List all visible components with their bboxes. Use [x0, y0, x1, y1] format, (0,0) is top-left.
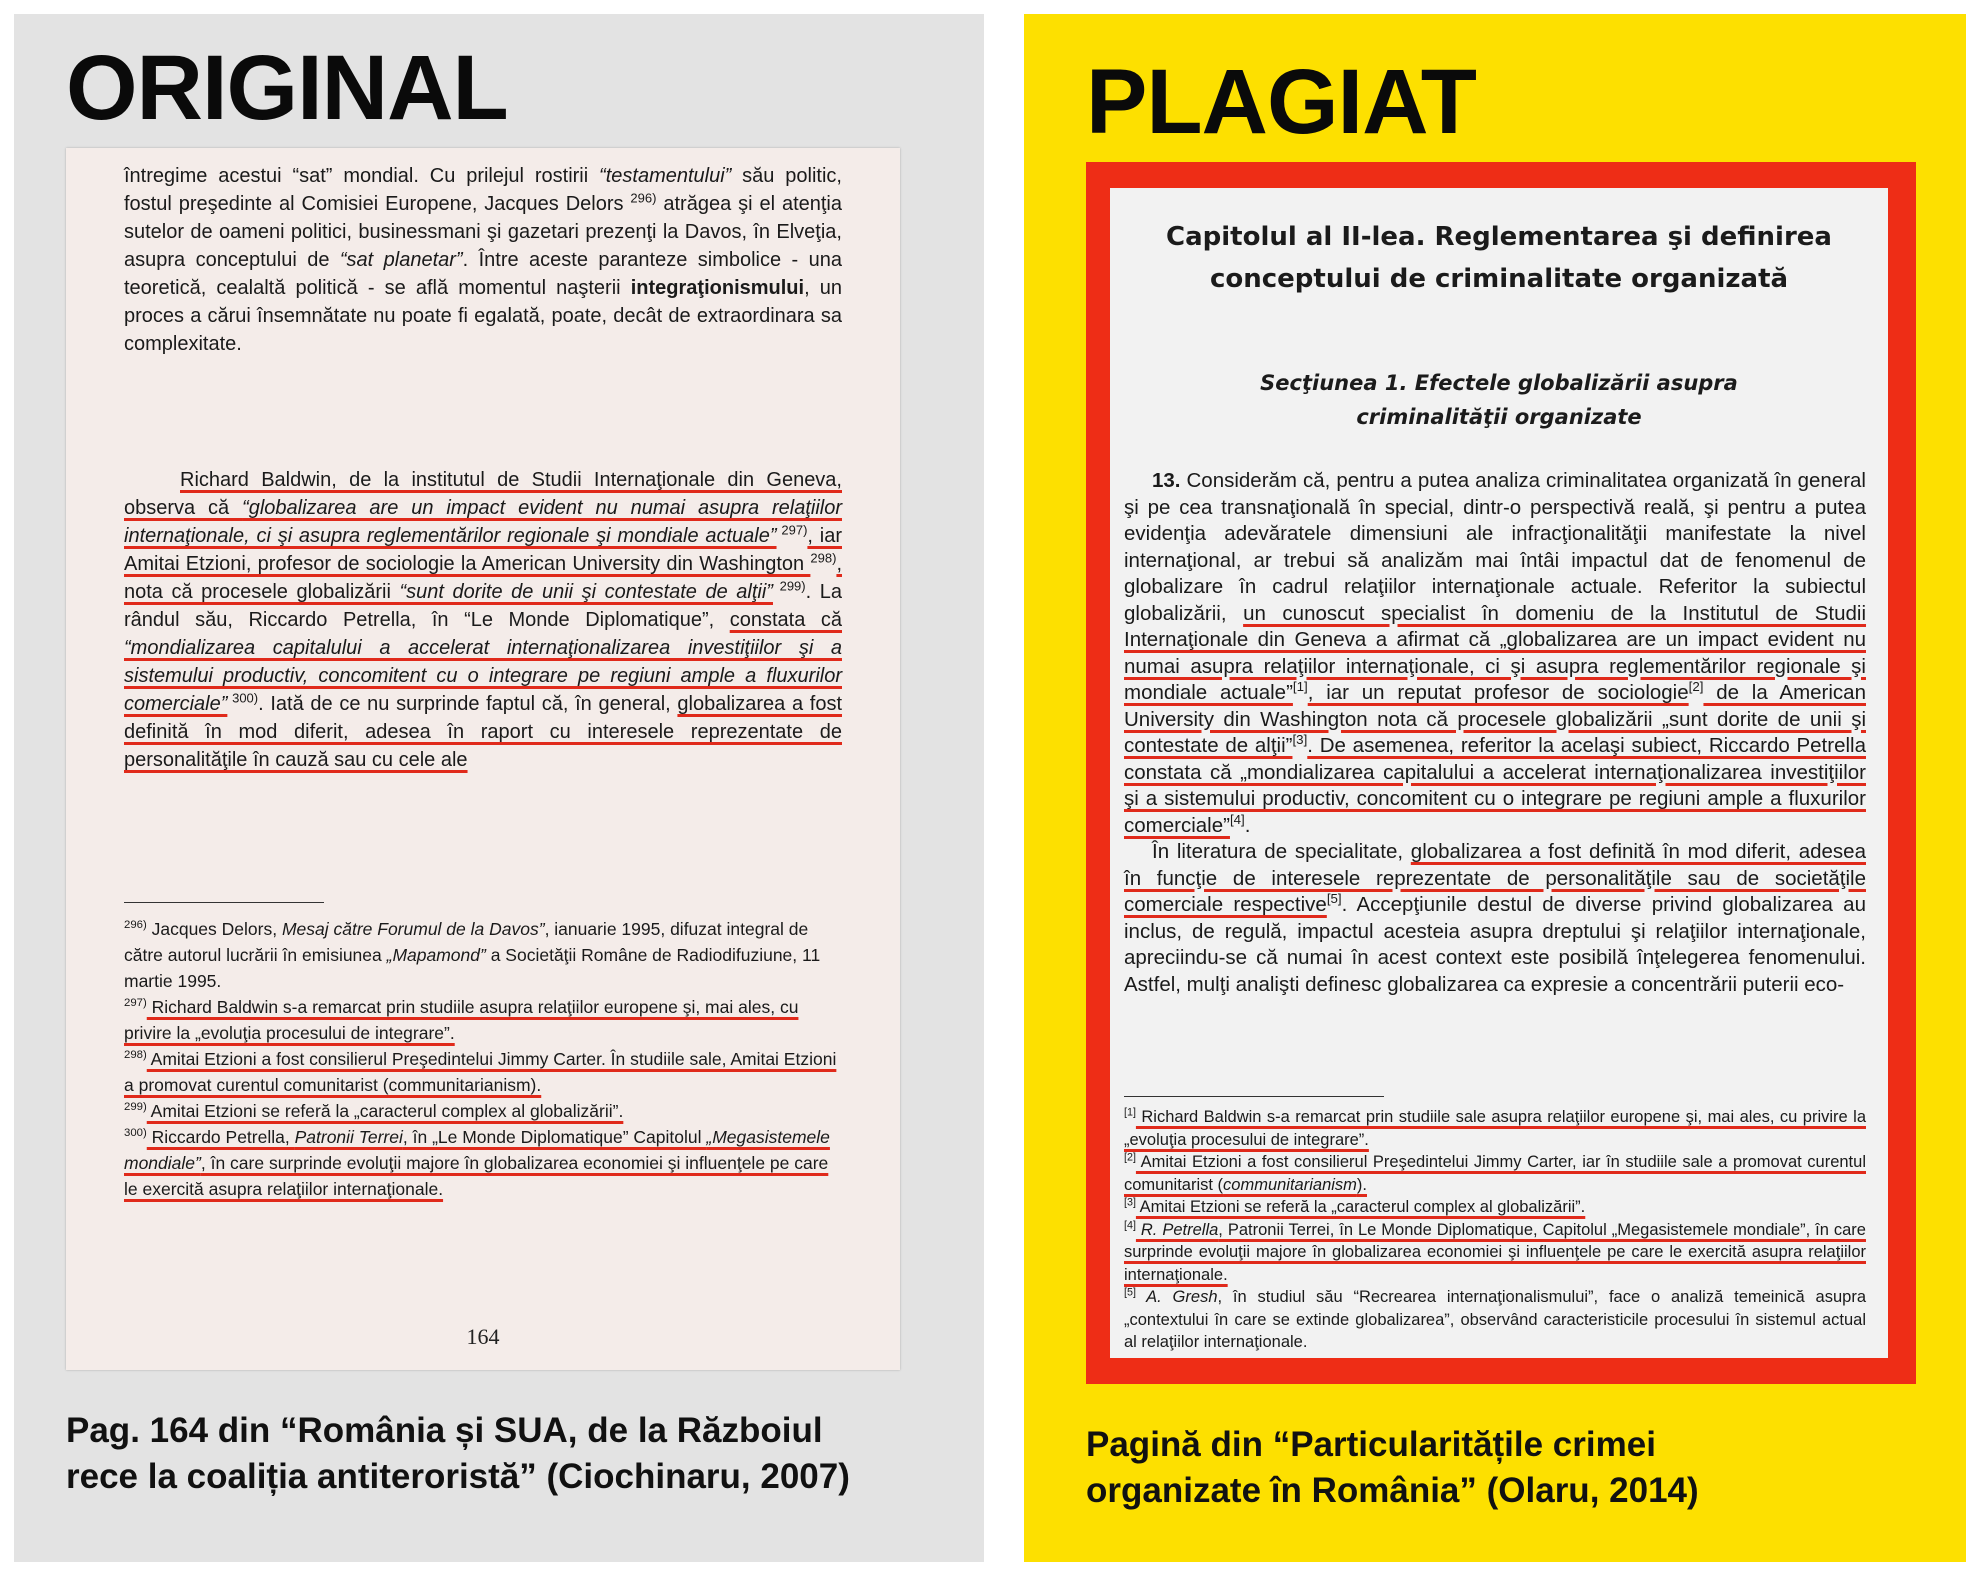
page-number: 164 [466, 1324, 500, 1349]
highlight: “sunt dorite de unii şi contestate de alţii” [399, 581, 773, 603]
original-heading: ORIGINAL [66, 37, 508, 139]
highlight: globalizarea a fost definită în mod diferit, adesea în funcţie de interesele reprezentate de personalităţile sau de societăţile comerciale respective [1124, 840, 1866, 916]
footnote-5 [1124, 1286, 1866, 1354]
footnote-marker: [1] [1124, 1106, 1136, 1119]
italic-text: A. Gresh [1135, 1288, 1218, 1306]
text-run: , în studiul său “Recrearea internaţionalismului”, face o analiză temeinică asupra „contextului în care se extinde globalizarea”, observând caracteristicile procesului în sistemul actual al relaţiilor internaţionale. [1124, 1288, 1867, 1351]
footnote-marker: [2] [1124, 1151, 1136, 1164]
text-run: . Accepţiunile destul de diverse privind globalizarea au inclus, de regulă, impactul acesteia asupra dreptului şi relaţiilor internaţionale, apreciindu-se că numai în acest context este posibilă înţelegerea fenomenului. Astfel, mulţi analişti definesc globalizarea ca expresie a concentrării puterii eco- [1124, 893, 1866, 996]
footnote-marker: 297) [124, 997, 147, 1010]
plagiat-heading: PLAGIAT [1086, 51, 1476, 153]
text-run: , ianuarie 1995, difuzat integral de către autorul lucrării în emisiunea [124, 919, 809, 965]
text-run: Pag. 164 din “România și SUA, de la Războiul [66, 1411, 823, 1450]
footnote-marker: 296) [630, 190, 657, 206]
footnote-marker: [5] [1326, 891, 1342, 907]
original-paragraph-2 [124, 466, 842, 774]
plagiat-paragraph-13 [1124, 468, 1866, 839]
highlight: globalizarea a fost definită în mod diferit, adesea în raport cu interesele reprezentate de personalităţile în cauză sau cu cele ale [124, 693, 842, 771]
footnote-4 [1124, 1219, 1866, 1287]
footnote-marker: [1] [1292, 679, 1308, 695]
footnote-297 [124, 994, 842, 1046]
footnote-298 [124, 1046, 842, 1098]
italic-text: „Mapamond” [386, 945, 486, 965]
text-run: Secţiunea 1. Efectele globalizării asupra [1260, 371, 1738, 395]
text-run: , în „Le Monde Diplomatique” Capitolul [402, 1127, 707, 1147]
highlight: . De asemenea, referitor la acelaşi subiect, Riccardo Petrella constata că „mondializarea capitalului a accelerat internaţionalizarea investiţiilor şi a sistemului productiv, concomitent cu o integrare pe regiuni ample a fluxurilor comerciale” [1124, 734, 1866, 837]
text-run: întregime acestui “sat” mondial. Cu prilejul rostirii [124, 165, 600, 187]
footnote-marker: 297) [776, 522, 808, 538]
bold-text: 13. [1152, 469, 1181, 492]
footnote-2 [1124, 1151, 1866, 1196]
highlight: Richard Baldwin, de la institutul de Studii Internaţionale din Geneva, observa că [124, 469, 842, 519]
footnote-marker: 298) [124, 1049, 147, 1062]
original-page-scan [66, 148, 900, 1370]
footnote-marker: 300) [124, 1127, 147, 1140]
footnote-marker: 300) [227, 690, 259, 706]
text-run: , în care surprinde evoluţii majore în globalizarea economiei şi influenţele pe care le exercită asupra relaţiilor internaţionale. [124, 1153, 829, 1199]
footnote-divider [1124, 1096, 1384, 1097]
italic-text: “sat planetar” [339, 249, 463, 271]
text-run: a Societăţii Române de Radiodifuziune, 11 martie 1995. [124, 945, 821, 991]
plagiat-page-scan [1110, 188, 1888, 1358]
plagiat-caption [1086, 1422, 1946, 1514]
text-run: Considerăm că, pentru a putea analiza criminalitatea organizată în general şi pe cea transnaţională în special, dintr-o perspectivă reală, şi pentru a putea evidenţia adevăratele dimensiuni ale infracţionalităţii manifestate la nivel internaţional, ar trebui să analizăm mai întâi impactul dat de fenomenul de globalizare în cadrul relaţiilor internaţionale actuale. Referitor la subiectul globalizării, [1124, 469, 1866, 625]
original-paragraph-1 [124, 162, 842, 358]
text-run: său politic, fostul preşedinte al Comisiei Europene, Jacques Delors [124, 165, 842, 215]
text-run: Amitai Etzioni a fost consilierul Preşedintelui Jimmy Carter, iar în studiile sale a promovat curentul comunitarist ( [1124, 1153, 1866, 1194]
original-caption [66, 1408, 946, 1500]
text-run: atrăgea şi el atenţia sutelor de oameni politici, businessmani şi gazetari prezenţi la Davos, în Elveţia, asupra conceptului de [124, 193, 842, 271]
text-run: ). [1356, 1175, 1367, 1194]
text-run: Capitolul al II-lea. Reglementarea şi definirea [1166, 222, 1832, 252]
footnote-1 [1124, 1106, 1866, 1151]
text-run: Riccardo Petrella, [146, 1127, 295, 1147]
text-run: , un proces a cărui însemnătate nu poate fi egalată, poate, decât de extraordinara sa complexitate. [124, 277, 842, 355]
footnote-marker: [5] [1124, 1286, 1136, 1299]
italic-text: Mesaj către Forumul de la Davos” [281, 919, 545, 939]
highlight: “mondializarea capitalului a accelerat internaţionalizarea investiţiilor şi a sistemului productiv, concomitent cu o integrare pe regiuni ample a fluxurilor comerciale” [124, 637, 842, 715]
footnote-300 [124, 1124, 842, 1202]
footnote-3 [1124, 1196, 1866, 1219]
text-run: Jacques Delors, [146, 919, 282, 939]
text-run: rece la coaliția antiteroristă” (Ciochinaru, 2007) [66, 1457, 850, 1496]
plagiat-paragraph-2 [1124, 839, 1866, 998]
highlight: un cunoscut specialist în domeniu de la Institutul de Studii Internaţionale din Geneva a afirmat că „globalizarea are un impact evident nu numai asupra relaţiilor internaţionale, ci şi asupra reglementărilor regionale şi mondiale actuale” [1124, 601, 1867, 704]
text-run: În literatura de specialitate, [1152, 840, 1411, 863]
text-run: Amitai Etzioni se referă la „caracterul complex al globalizării”. [146, 1101, 624, 1121]
text-run: . Iată de ce nu surprinde faptul că, în general, [258, 693, 678, 715]
italic-text: Patronii Terrei [294, 1127, 403, 1147]
text-run: conceptului de criminalitate organizată [1209, 264, 1789, 294]
footnote-marker: 299) [124, 1101, 147, 1114]
bold-text: integraţionismului [630, 277, 805, 299]
highlight: , nota că procesele globalizării [124, 553, 842, 603]
chapter-title [1110, 216, 1888, 300]
footnote-marker: [2] [1688, 679, 1704, 695]
highlight: de la American University din Washington nota că procesele globalizării „sunt dorite de unii şi contestate de alţii” [1124, 681, 1866, 757]
footnote-299 [124, 1098, 842, 1124]
section-title [1110, 366, 1888, 434]
plagiat-panel [1024, 14, 1966, 1562]
italic-text: „Megasistemele mondiale” [124, 1127, 830, 1173]
footnote-marker: [4] [1124, 1219, 1136, 1231]
text-run: . Între aceste paranteze simbolice - una teoretică, cealaltă politică - se află momentul naşterii [124, 249, 843, 299]
italic-text: communitarianism [1223, 1175, 1357, 1194]
highlight: , iar un reputat profesor de sociologie [1307, 681, 1689, 704]
footnote-marker: [3] [1124, 1196, 1136, 1209]
highlight: , iar Amitai Etzioni, profesor de sociologie la American University din Washington [124, 525, 842, 575]
text-run: , Patronii Terrei, în Le Monde Diplomatique, Capitolul „Megasistemele mondiale”, în care surprinde evoluţii majore în globalizarea economiei şi influenţele pe care le exercită asupra relaţiilor internaţionale. [1124, 1220, 1866, 1284]
text-run: Pagină din “Particularitățile crimei [1086, 1425, 1656, 1464]
plagiat-body [1124, 468, 1866, 998]
highlight: “globalizarea are un impact evident nu numai asupra relaţiilor internaţionale, ci şi asupra reglementărilor regionale şi mondiale actuale” [124, 497, 842, 547]
text-run: Richard Baldwin s-a remarcat prin studiile asupra relaţiilor europene şi, mai ales, cu privire la „evoluţia procesului de integrare”. [124, 997, 799, 1043]
text-run: . [1244, 813, 1251, 837]
text-run: Richard Baldwin s-a remarcat prin studiile sale asupra relaţiilor europene şi, mai ales, cu privire la „evoluţia procesului de integrare”. [1124, 1108, 1866, 1149]
footnote-marker: 296) [124, 919, 147, 932]
original-footnotes [124, 916, 842, 1202]
footnote-marker: [4] [1229, 811, 1245, 827]
text-run: criminalităţii organizate [1356, 405, 1642, 429]
footnote-marker: 299) [772, 578, 806, 594]
highlight: constata că [729, 609, 842, 631]
text-run: Amitai Etzioni se referă la „caracterul complex al globalizării”. [1135, 1198, 1586, 1216]
text-run: . La rândul său, Riccardo Petrella, în “Le Monde Diplomatique”, [124, 581, 842, 631]
italic-text: “testamentului” [599, 165, 732, 187]
footnote-marker: 298) [810, 550, 837, 566]
text-run: Amitai Etzioni a fost consilierul Preşedintelui Jimmy Carter. În studiile sale, Amitai Etzioni a promovat curentul comunitarist (communitarianism). [124, 1049, 837, 1095]
footnote-divider [124, 902, 324, 903]
text-run: organizate în România” (Olaru, 2014) [1086, 1471, 1699, 1510]
footnote-296 [124, 916, 842, 994]
italic-text: R. Petrella [1135, 1220, 1219, 1239]
plagiat-footnotes [1124, 1106, 1866, 1354]
footnote-marker: [3] [1292, 732, 1308, 748]
